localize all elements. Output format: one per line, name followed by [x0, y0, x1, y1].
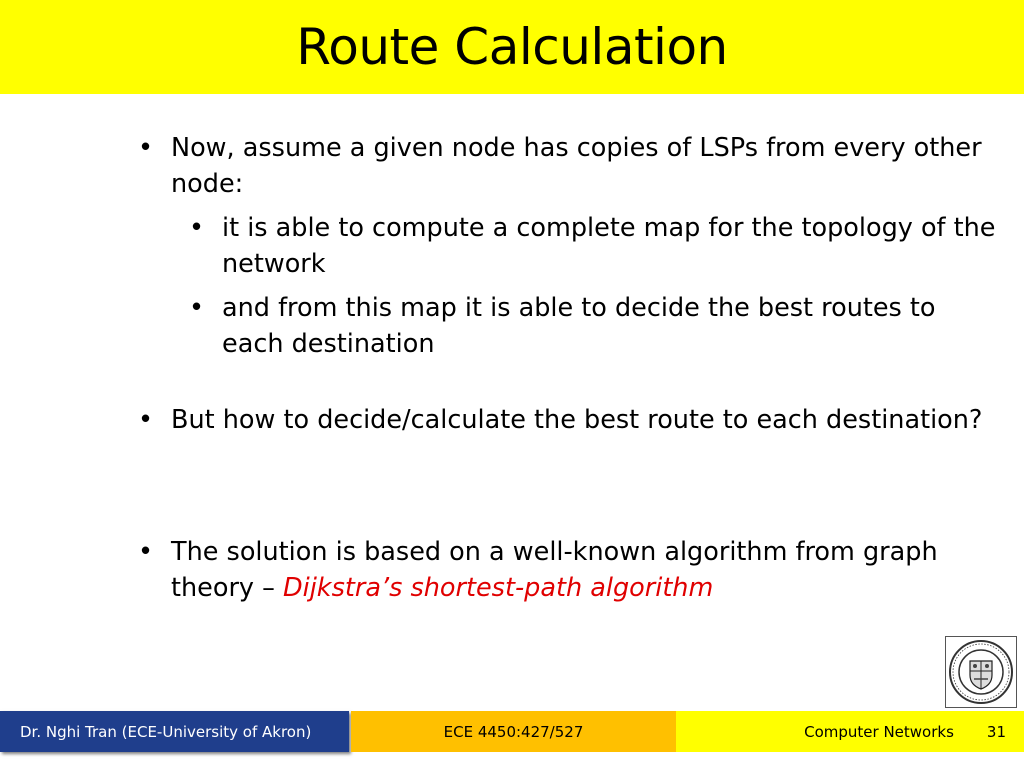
bullet-text-prefix: The solution is based on a well-known algorithm from graph theory –: [171, 537, 938, 603]
sub-bullet-text: and from this map it is able to decide the best routes to each destination: [222, 293, 936, 359]
slide-title: Route Calculation: [296, 18, 728, 76]
bullet-item: [138, 130, 998, 202]
footer-author: Dr. Nghi Tran (ECE-University of Akron): [0, 711, 349, 752]
bullet-item: [138, 402, 998, 438]
footer-right: [676, 711, 1024, 752]
bullet-glyph: •: [189, 293, 205, 323]
bullet-glyph: •: [189, 213, 205, 243]
footer-course: ECE 4450:427/527: [351, 711, 676, 752]
bullet-text: Now, assume a given node has copies of LSPs from every other node:: [171, 133, 982, 199]
footer-subject: Computer Networks: [804, 722, 954, 741]
sub-bullet-text: it is able to compute a complete map for the topology of the network: [222, 213, 996, 279]
page-number: 31: [986, 722, 1006, 741]
sub-bullet-item: [189, 210, 998, 282]
bullet-glyph: •: [138, 133, 154, 163]
sub-bullet-item: [189, 290, 998, 362]
footer: [0, 711, 1024, 752]
bullet-glyph: •: [138, 405, 154, 435]
bullet-text-emphasis: Dijkstra’s shortest-path algorithm: [283, 573, 714, 603]
title-bar: [0, 0, 1024, 94]
university-seal-icon: [945, 636, 1017, 708]
slide-content: [138, 130, 998, 606]
bullet-text: But how to decide/calculate the best route to each destination?: [171, 405, 983, 435]
bullet-item: [138, 534, 998, 606]
bullet-glyph: •: [138, 537, 154, 567]
